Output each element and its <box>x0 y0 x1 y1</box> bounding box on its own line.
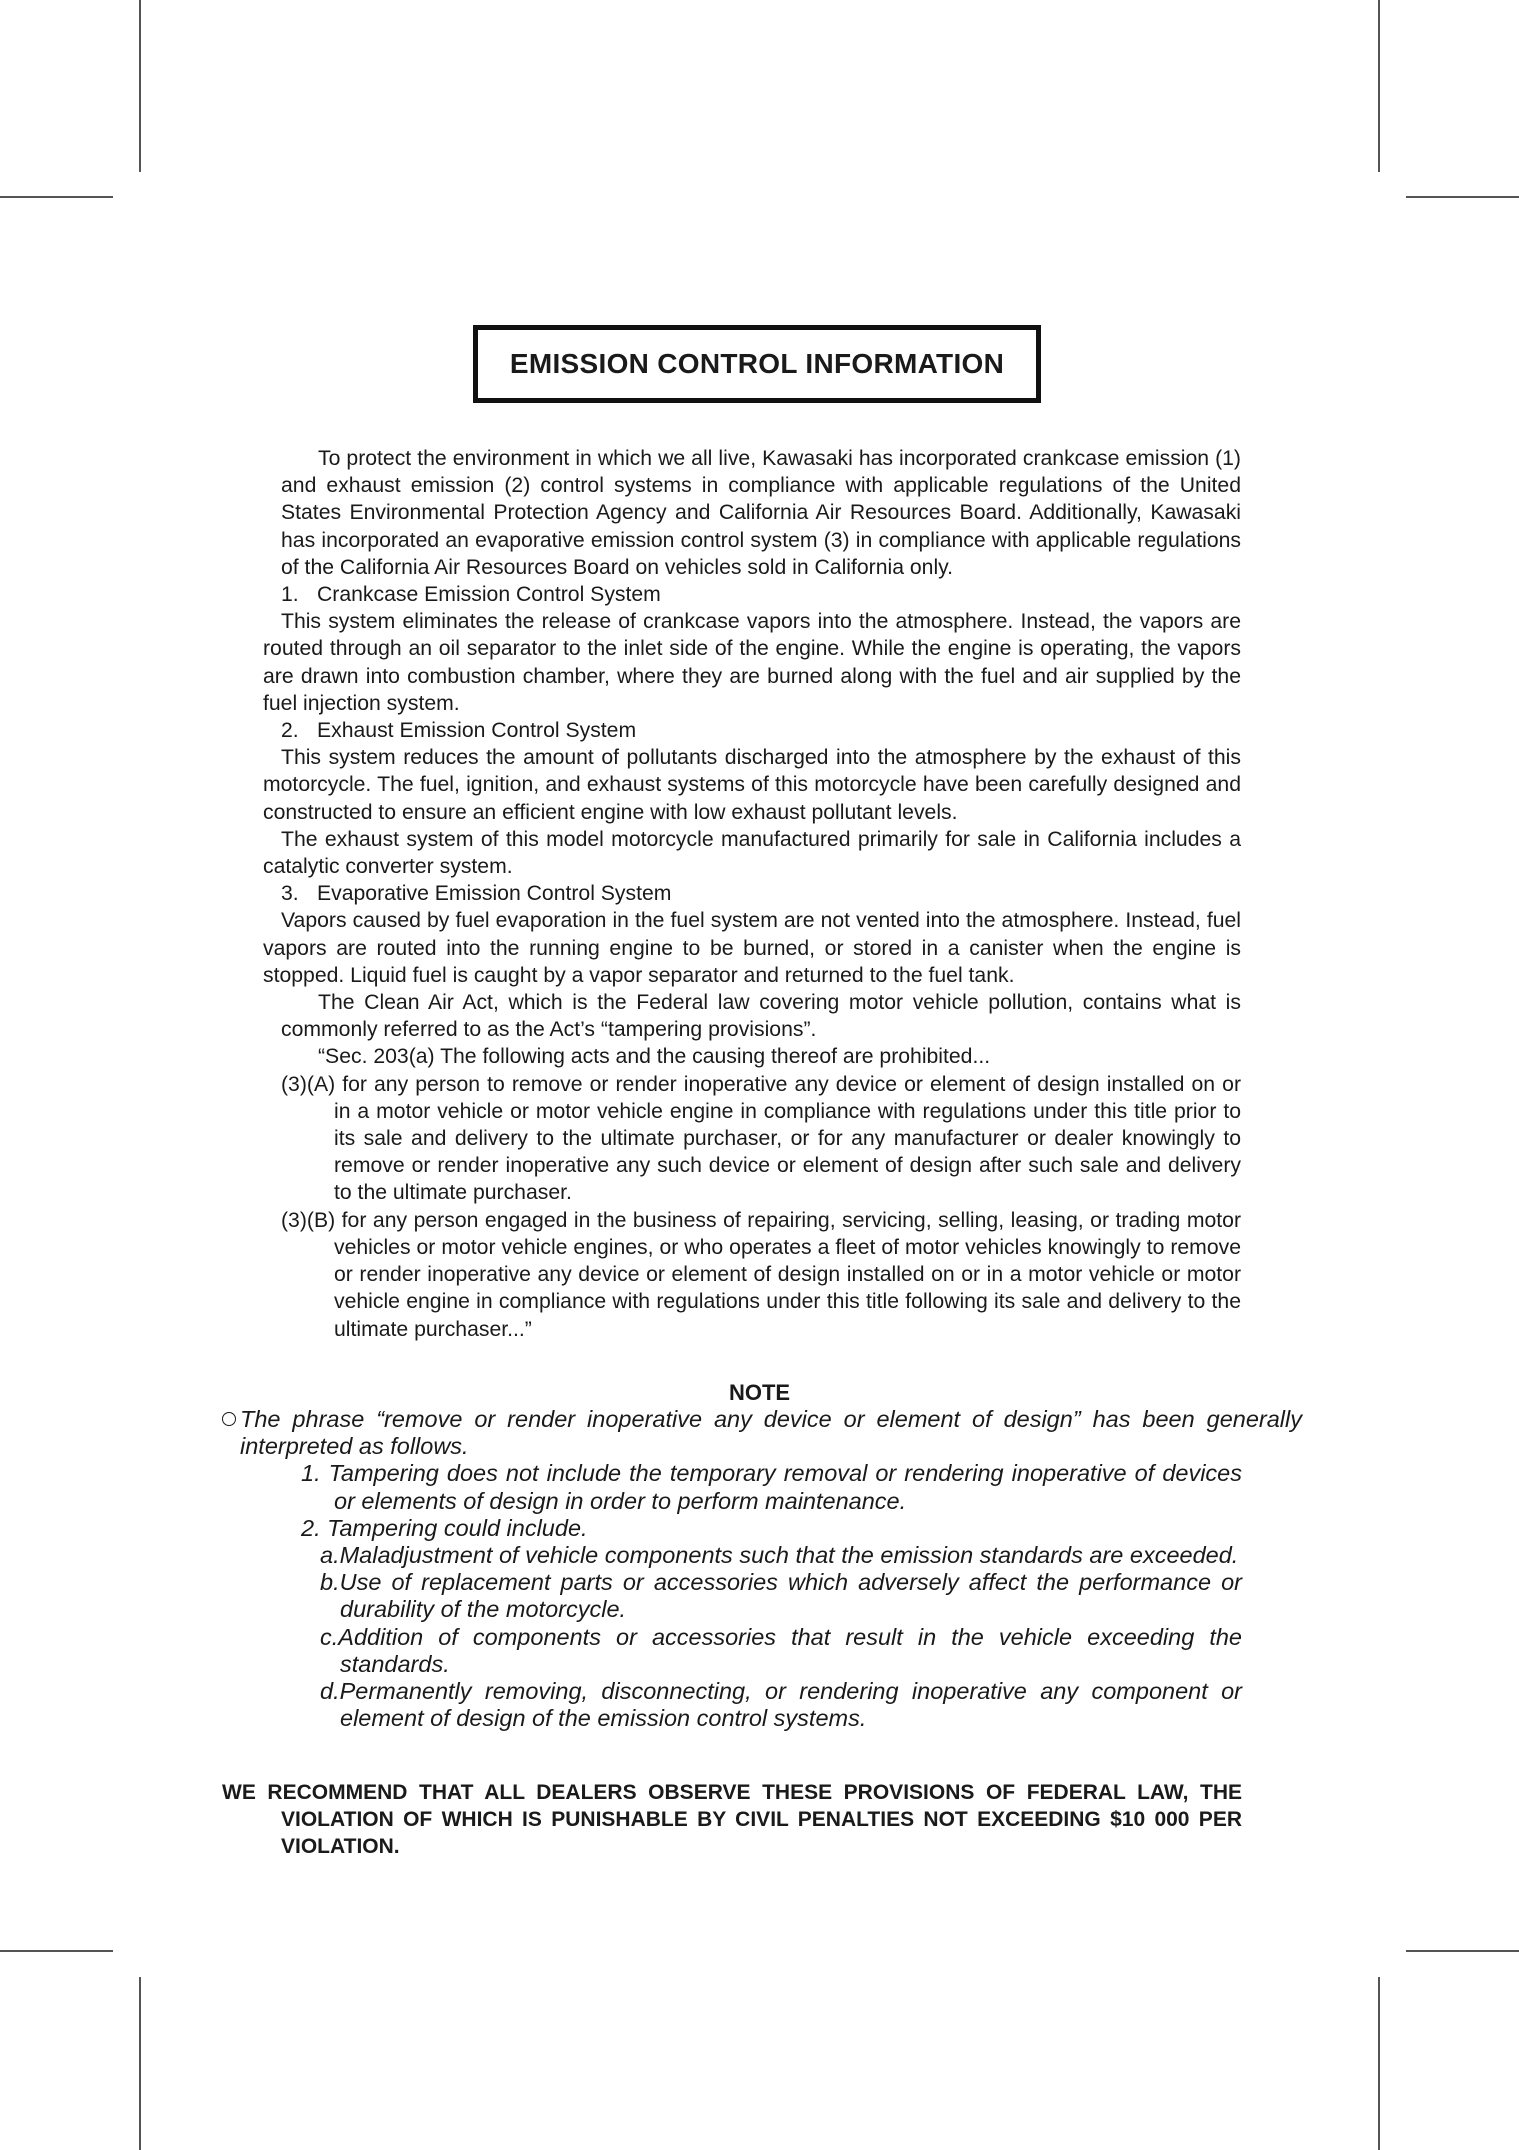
circle-bullet-icon <box>222 1412 236 1426</box>
crop-mark-top-right-horizontal <box>1406 196 1519 198</box>
section-3-paragraph: Vapors caused by fuel evaporation in the fuel system are not vented into the atmosphere. Instead, fuel vapors are routed into the running engine to be burned, or stored in a canister when the engine is stopped. Liquid fuel is caught by a vapor separator and returned to the fuel tank. <box>263 909 1241 987</box>
section-1-heading: 1. Crankcase Emission Control System <box>281 583 661 607</box>
note-heading: NOTE <box>728 1380 791 1405</box>
crop-mark-top-left-horizontal <box>0 196 113 198</box>
document-body <box>263 445 1241 1343</box>
crop-mark-bottom-right-horizontal <box>1406 1950 1519 1952</box>
note-subitem: d.Permanently removing, disconnecting, or rendering inoperative any component or element of design of the emission control systems. <box>320 1678 1242 1732</box>
intro-paragraph: To protect the environment in which we all live, Kawasaki has incorporated crankcase emission (1) and exhaust emission (2) control systems in compliance with applicable regulations of the United States Environmental Protection Agency and California Air Resources Board. Additionally, Kawasaki has incorporated an evaporative emission control system (3) in compliance with applicable regulations of the California Air Resources Board on vehicles sold in California only. <box>281 447 1241 579</box>
crop-mark-top-right-vertical <box>1378 0 1380 172</box>
crop-mark-top-left-vertical <box>139 0 141 172</box>
note-block <box>222 1406 1302 1732</box>
page-title: EMISSION CONTROL INFORMATION <box>509 348 1005 379</box>
section-1-paragraph: This system eliminates the release of crankcase vapors into the atmosphere. Instead, the vapors are routed through an oil separator to the inlet side of the engine. While the engine is operating, the vapors are drawn into combustion chamber, where they are burned along with the fuel and air supplied by the fuel injection system. <box>263 610 1241 715</box>
page-title-box <box>473 325 1041 403</box>
sec-203-intro: “Sec. 203(a) The following acts and the causing thereof are prohibited... <box>318 1045 991 1069</box>
note-subitem: a.Maladjustment of vehicle components such that the emission standards are exceeded. <box>320 1542 1239 1569</box>
note-item: 2. Tampering could include. <box>301 1514 588 1541</box>
section-3-heading: 3. Evaporative Emission Control System <box>281 882 672 906</box>
note-subitem: b.Use of replacement parts or accessories which adversely affect the performance or durability of the motorcycle. <box>320 1569 1242 1623</box>
crop-mark-bottom-left-vertical <box>139 1977 141 2150</box>
crop-mark-bottom-right-vertical <box>1378 1977 1380 2150</box>
provision-3b: (3)(B) for any person engaged in the business of repairing, servicing, selling, leasing, or trading motor vehicles or motor vehicle engines, or who operates a fleet of motor vehicles knowingly to remove or render inoperative any device or element of design installed on or in a motor vehicle or motor vehicle engine in compliance with regulations under this title following its sale and delivery to the ultimate purchaser...” <box>281 1208 1241 1341</box>
dealer-warning: WE RECOMMEND THAT ALL DEALERS OBSERVE THESE PROVISIONS OF FEDERAL LAW, THE VIOLATION OF WHICH IS PUNISHABLE BY CIVIL PENALTIES NOT EXCEEDING $10 000 PER VIOLATION. <box>222 1781 1242 1859</box>
section-2-paragraph: This system reduces the amount of pollutants discharged into the atmosphere by the exhaust of this motorcycle. The fuel, ignition, and exhaust systems of this motorcycle have been carefully designed and constructed to ensure an efficient engine with low exhaust pollutant levels. <box>263 746 1241 824</box>
clean-air-act-paragraph: The Clean Air Act, which is the Federal law covering motor vehicle pollution, contains what is commonly referred to as the Act’s “tampering provisions”. <box>281 991 1241 1042</box>
note-item: 1. Tampering does not include the temporary removal or rendering inoperative of devices or elements of design in order to perform maintenance. <box>301 1460 1243 1514</box>
provision-3a: (3)(A) for any person to remove or render inoperative any device or element of design installed on or in a motor vehicle or motor vehicle engine in compliance with regulations under this title prior to its sale and delivery to the ultimate purchaser, or for any manufacturer or dealer knowingly to remove or render inoperative any such device or element of design after such sale and delivery to the ultimate purchaser. <box>281 1072 1241 1205</box>
section-2-paragraph: The exhaust system of this model motorcycle manufactured primarily for sale in California includes a catalytic converter system. <box>263 827 1241 879</box>
note-lead: The phrase “remove or render inoperative any device or element of design” has been generally interpreted as follows. <box>222 1406 1302 1460</box>
section-2-heading: 2. Exhaust Emission Control System <box>281 719 637 743</box>
crop-mark-bottom-left-horizontal <box>0 1950 113 1952</box>
note-subitem: c.Addition of components or accessories that result in the vehicle exceeding the standards. <box>320 1623 1242 1677</box>
